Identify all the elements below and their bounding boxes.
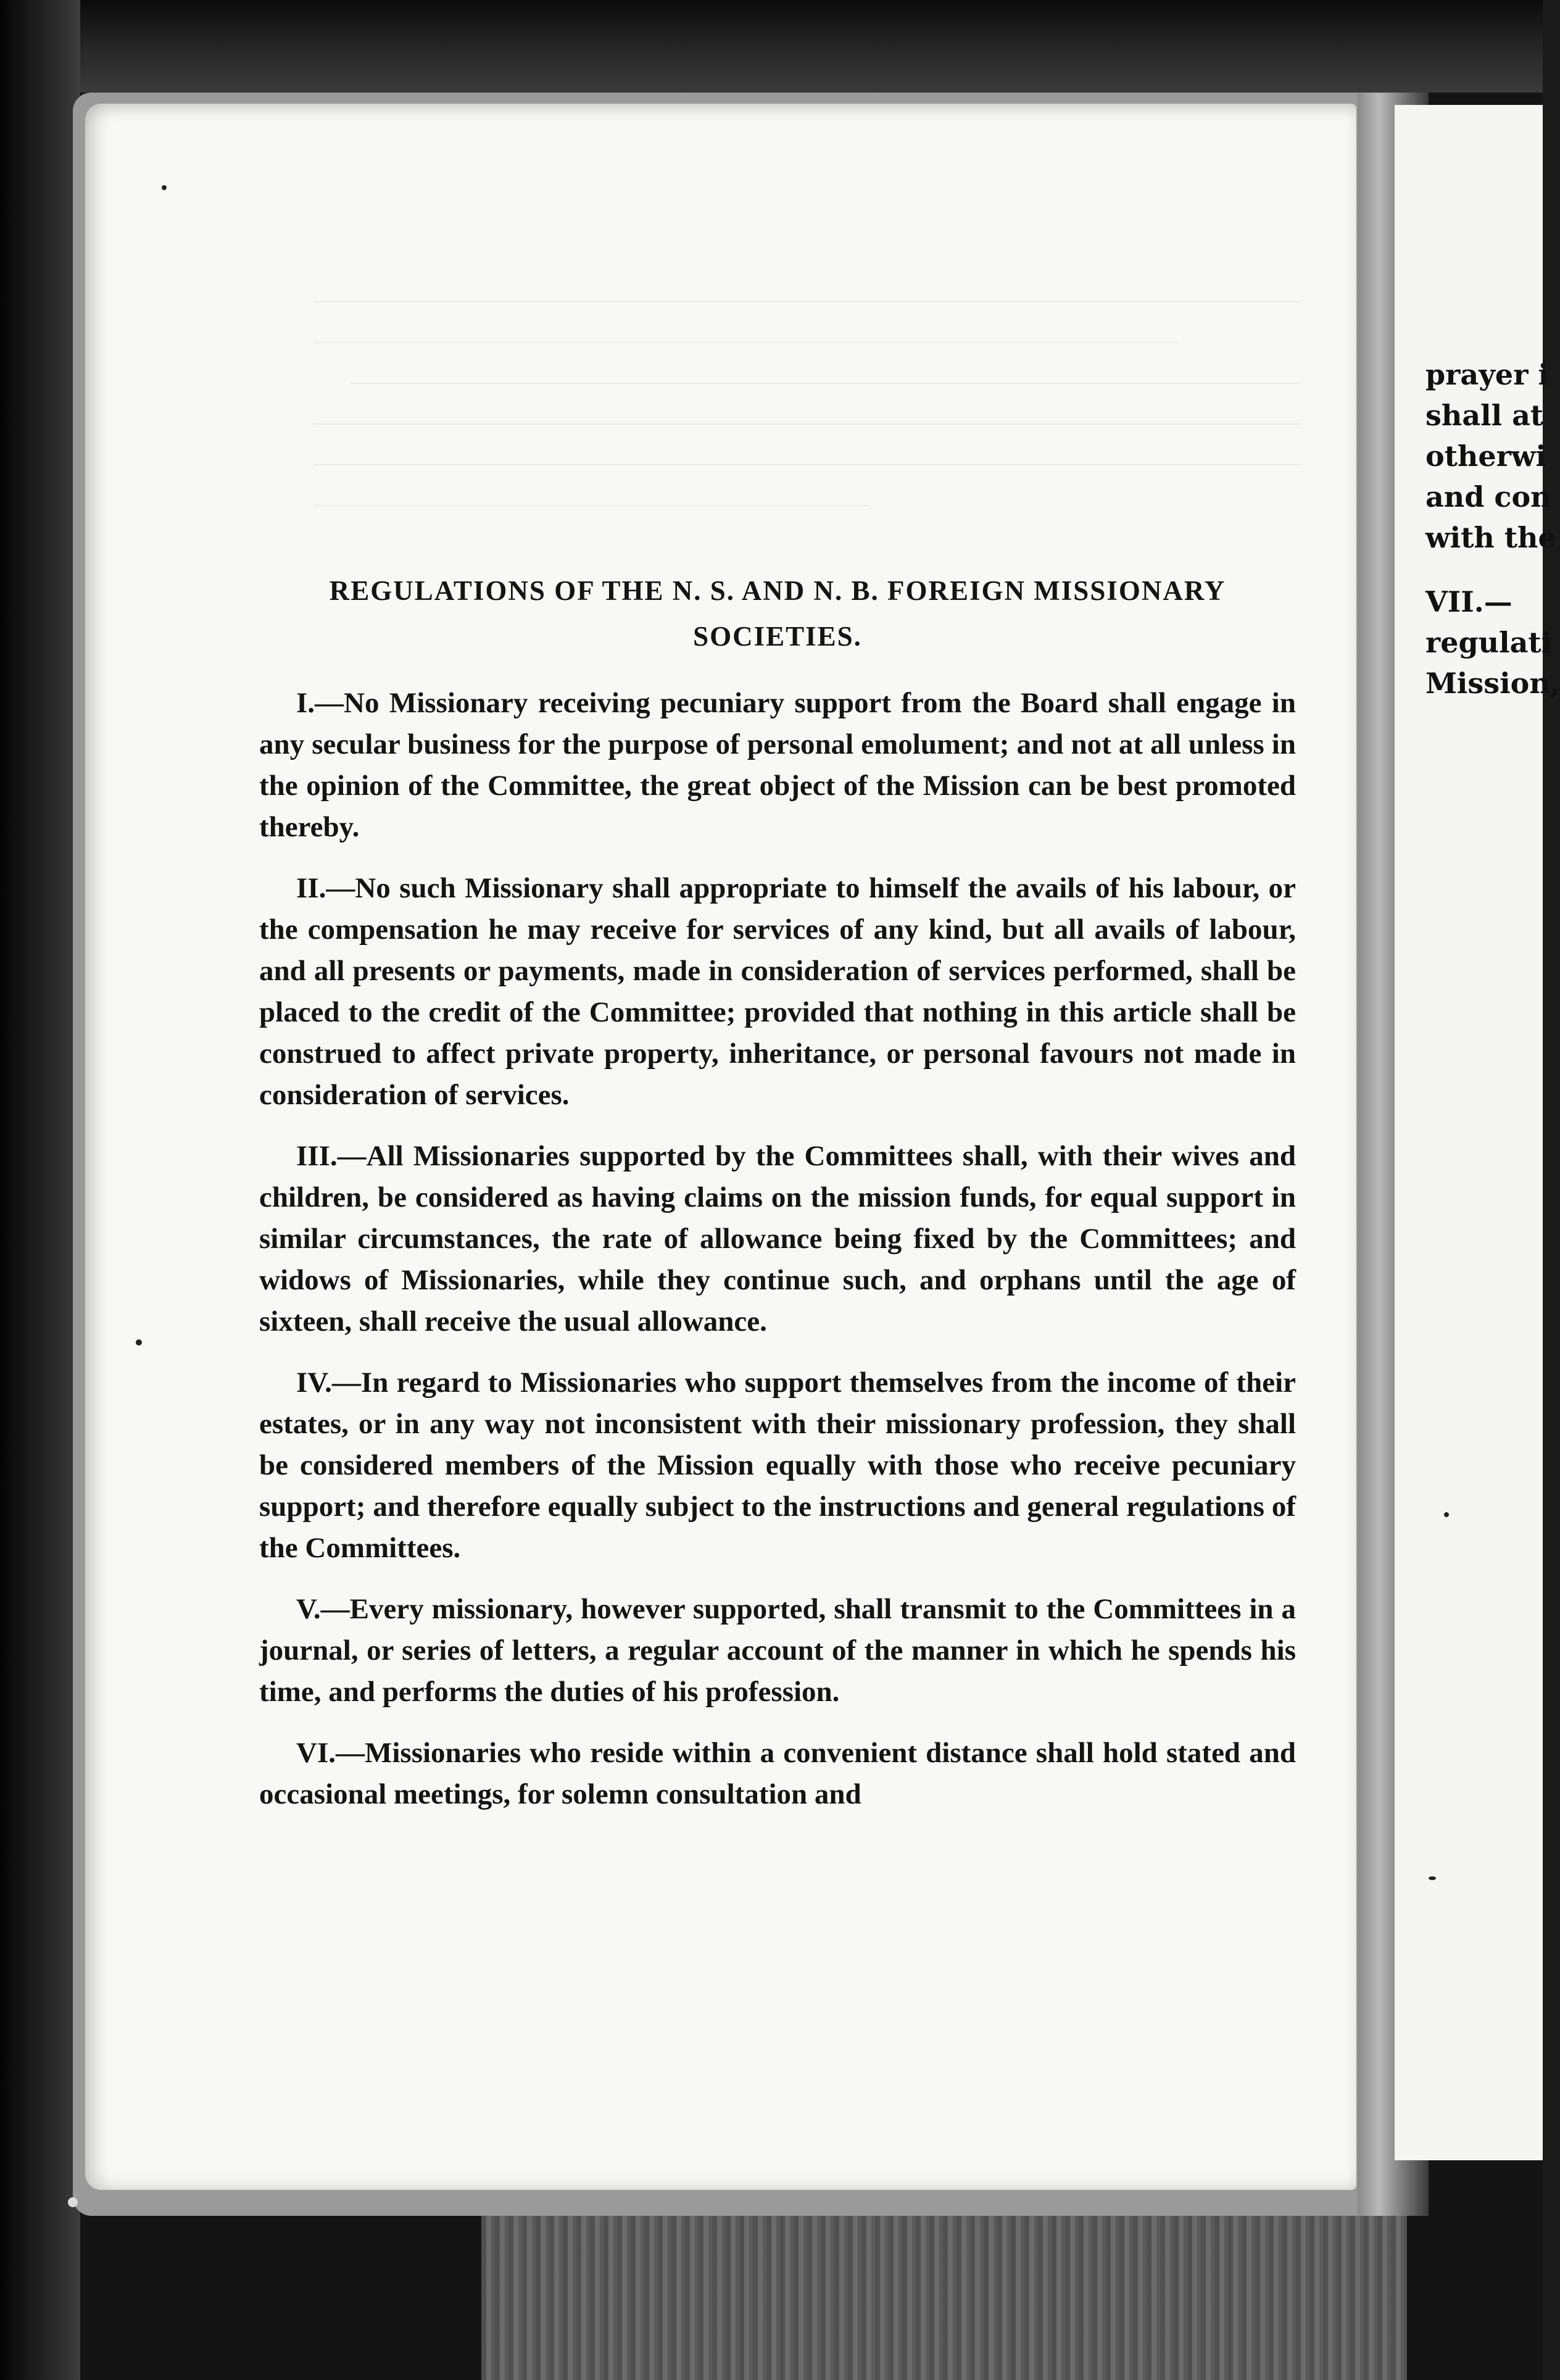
fragment-line: with the — [1425, 521, 1556, 554]
article-text: —No Missionary receiving pecuniary support from the Board shall engage in any secular business for the purpose of personal emolument; and not at all unless in the opinion of the Committee, the great object of the Mission can be best promoted thereby. — [259, 687, 1296, 843]
scan-speck — [68, 2197, 78, 2207]
article-text: —Missionaries who reside within a convenient distance shall hold stated and occasional meetings, for solemn consultation and — [259, 1737, 1296, 1810]
article-number: III. — [296, 1140, 338, 1172]
article-text: —All Missionaries supported by the Committees shall, with their wives and children, be considered as having claims on the mission funds, for equal support in similar circumstances, the rate of allowance being fixed by the Committees; and widows of Missionaries, while they continue such, and orphans until the age of sixteen, shall receive the usual allowance. — [259, 1140, 1296, 1338]
fragment-line: regulati — [1425, 626, 1553, 659]
bleed-through-line — [313, 301, 1301, 302]
scan-speck — [1444, 1512, 1449, 1517]
fragment-line: and con — [1425, 480, 1551, 514]
fragment-line: shall at — [1425, 399, 1544, 432]
scan-speck — [162, 185, 167, 190]
article-number: I. — [296, 687, 315, 719]
article-1 — [259, 683, 1296, 848]
fragment-line: Mission, — [1425, 667, 1560, 700]
page-title — [259, 568, 1296, 659]
scan-bottom-border — [481, 2216, 1407, 2380]
fragment-line: prayer i — [1425, 358, 1549, 391]
article-6 — [259, 1733, 1296, 1815]
article-number: II. — [296, 872, 326, 904]
article-4 — [259, 1362, 1296, 1569]
fragment-line: otherwi — [1425, 439, 1546, 473]
article-text: —In regard to Missionaries who support themselves from the income of their estates, or in any way not inconsistent with their missionary profession, they shall be considered members of the Mission equally with those who receive pecuniary support; and therefore equally subject to the instructions and general regulations of the Committees. — [259, 1367, 1296, 1564]
article-number: VI. — [296, 1737, 336, 1769]
article-3 — [259, 1136, 1296, 1342]
article-number: V. — [296, 1593, 321, 1625]
bleed-through-line — [313, 464, 1301, 465]
scan-left-border — [0, 0, 80, 2380]
title-line-1: REGULATIONS OF THE N. S. AND N. B. FOREIGN MISSIONARY — [329, 575, 1226, 606]
page-body — [259, 568, 1296, 1835]
article-text: —No such Missionary shall appropriate to himself the avails of his labour, or the compensation he may receive for services of any kind, but all avails of labour, and all presents or payments, made in consideration of services performed, shall be placed to the credit of the Committee; provided that nothing in this article shall be construed to affect private property, inheritance, or personal favours not made in consideration of services. — [259, 872, 1296, 1111]
scan-top-border — [0, 0, 1543, 93]
scan-speck — [136, 1339, 142, 1346]
bleed-through-line — [313, 423, 1301, 425]
scan-speck — [1429, 1876, 1436, 1880]
adjacent-page-fragment — [1395, 105, 1560, 2160]
fragment-line: VII.— — [1425, 585, 1512, 618]
title-line-2: SOCIETIES. — [693, 621, 862, 652]
article-number: IV. — [296, 1367, 332, 1399]
bleed-through-line — [351, 383, 1301, 384]
article-5 — [259, 1589, 1296, 1713]
article-2 — [259, 868, 1296, 1116]
bleed-through-line — [313, 505, 869, 506]
article-text: —Every missionary, however supported, shall transmit to the Committees in a journal, or series of letters, a regular account of the manner in which he spends his time, and performs the duties of his profession. — [259, 1593, 1296, 1708]
bleed-through-line — [313, 342, 1177, 343]
